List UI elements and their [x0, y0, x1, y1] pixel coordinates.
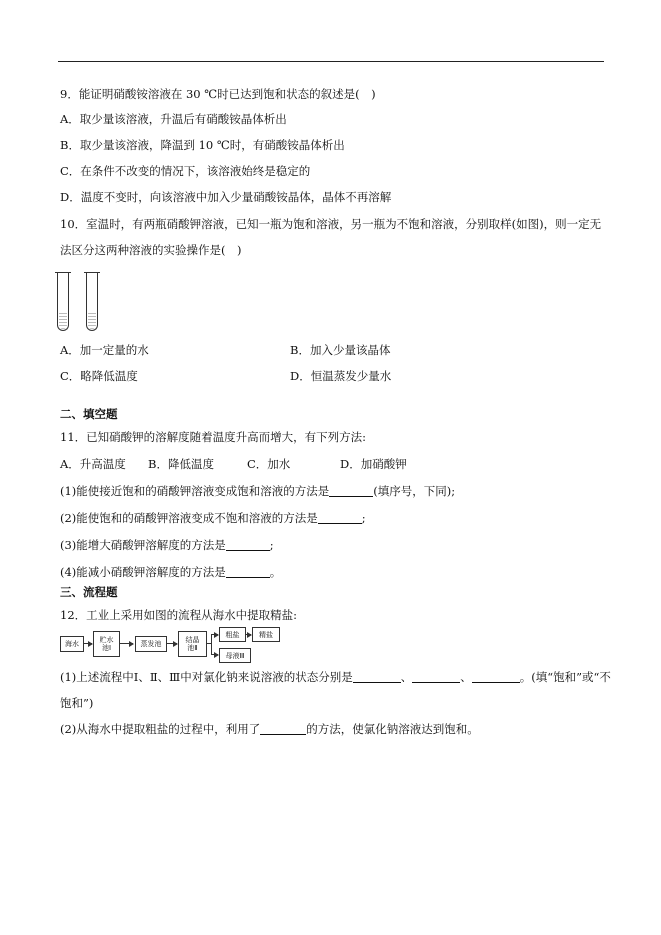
flow-pool1-line2: 池Ⅰ — [101, 644, 112, 652]
q12-sub1-cont: 饱和”) — [60, 696, 94, 710]
q10-option-d: D．恒温蒸发少量水 — [290, 369, 392, 383]
q9-option-c: C．在条件不改变的情况下，该溶液始终是稳定的 — [60, 164, 311, 178]
answer-blank[interactable] — [318, 511, 362, 524]
flow-arrow — [166, 643, 177, 644]
header-rule — [58, 61, 604, 62]
q12-sub1 — [60, 669, 611, 685]
q11-sub4-text: (4)能减小硝酸钾溶解度的方法是 — [60, 565, 226, 579]
q11-sub2-text: (2)能使饱和的硝酸钾溶液变成不饱和溶液的方法是 — [60, 511, 318, 525]
q11-stem: 11．已知硝酸钾的溶解度随着温度升高而增大，有下列方法: — [60, 430, 367, 444]
flow-pool2-line1: 结晶 — [185, 636, 200, 644]
section-2-heading: 二、填空题 — [60, 407, 118, 421]
flow-box-crude-salt: 粗盐 — [219, 627, 246, 642]
flow-box-evaporation: 蒸发池 — [135, 636, 167, 652]
answer-blank[interactable] — [472, 670, 520, 683]
flow-box-pool-1 — [93, 631, 120, 657]
flow-arrow — [119, 643, 133, 644]
q11-sub1 — [60, 483, 455, 499]
q12-sep: 、 — [460, 670, 472, 684]
answer-blank[interactable] — [353, 670, 401, 683]
q9-stem: 9．能证明硝酸铵溶液在 30 ℃时已达到饱和状态的叙述是( ) — [60, 87, 376, 101]
q11-option-d: D．加硝酸钾 — [340, 457, 407, 471]
flow-arrow — [245, 634, 251, 635]
q10-stem-line2: 法区分这两种溶液的实验操作是( ) — [60, 243, 242, 257]
answer-blank[interactable] — [412, 670, 460, 683]
flow-pool2-line2: 池Ⅱ — [187, 644, 198, 652]
q12-sub2-text: (2)从海水中提取粗盐的过程中，利用了 — [60, 722, 261, 736]
test-tube-left — [57, 272, 69, 331]
section-3-heading: 三、流程题 — [60, 585, 118, 599]
q10-stem-line1: 10．室温时，有两瓶硝酸钾溶液，已知一瓶为饱和溶液，另一瓶为不饱和溶液，分别取样(如图)，则一定无 — [60, 217, 602, 231]
q12-sub1-text: (1)上述流程中Ⅰ、Ⅱ、Ⅲ中对氯化钠来说溶液的状态分别是 — [60, 670, 353, 684]
q11-sub3-end: ; — [269, 538, 274, 552]
answer-blank[interactable] — [226, 565, 270, 578]
q11-option-a: A．升高温度 — [60, 457, 126, 471]
flow-connector — [211, 634, 212, 654]
q9-option-b: B．取少量该溶液，降温到 10 ℃时，有硝酸铵晶体析出 — [60, 138, 345, 152]
q10-option-c: C．略降低温度 — [60, 369, 138, 383]
q11-option-c: C．加水 — [247, 457, 291, 471]
q11-sub1-text: (1)能使接近饱和的硝酸钾溶液变成饱和溶液的方法是 — [60, 484, 330, 498]
q11-sub1-note: (填序号，下同); — [373, 484, 456, 498]
tube-liquid — [59, 311, 67, 329]
flow-box-fine-salt: 精盐 — [252, 627, 280, 642]
test-tube-right — [86, 272, 98, 331]
q9-option-d: D．温度不变时，向该溶液中加入少量硝酸铵晶体，晶体不再溶解 — [60, 190, 392, 204]
q11-sub3 — [60, 537, 274, 553]
q10-option-b: B．加入少量该晶体 — [290, 343, 391, 357]
q11-sub2-end: ; — [361, 511, 366, 525]
flow-arrow — [211, 634, 218, 635]
q12-sub2 — [60, 721, 479, 737]
flow-arrow — [211, 654, 218, 655]
answer-blank[interactable] — [260, 722, 306, 735]
q11-sub3-text: (3)能增大硝酸钾溶解度的方法是 — [60, 538, 226, 552]
q11-sub4-end: 。 — [269, 565, 282, 579]
q10-option-a: A．加一定量的水 — [60, 343, 149, 357]
flow-pool1-line1: 贮水 — [99, 636, 114, 644]
q12-sub2-end: 的方法，使氯化钠溶液达到饱和。 — [306, 722, 479, 736]
flow-arrow — [83, 643, 92, 644]
flow-box-seawater: 海水 — [60, 636, 84, 652]
q12-sep: 、 — [400, 670, 413, 684]
q11-sub4 — [60, 564, 281, 580]
q11-sub2 — [60, 510, 366, 526]
q12-stem: 12．工业上采用如图的流程从海水中提取精盐: — [60, 608, 298, 622]
q11-option-b: B．降低温度 — [148, 457, 214, 471]
answer-blank[interactable] — [329, 484, 373, 497]
flow-box-crystallization — [178, 631, 207, 657]
tube-liquid — [88, 311, 96, 329]
flow-box-mother-liquor: 母液Ⅲ — [219, 648, 251, 663]
q12-sub1-note: 。(填“饱和”或“不 — [519, 670, 611, 684]
q9-option-a: A．取少量该溶液，升温后有硝酸铵晶体析出 — [60, 112, 287, 126]
answer-blank[interactable] — [226, 538, 270, 551]
